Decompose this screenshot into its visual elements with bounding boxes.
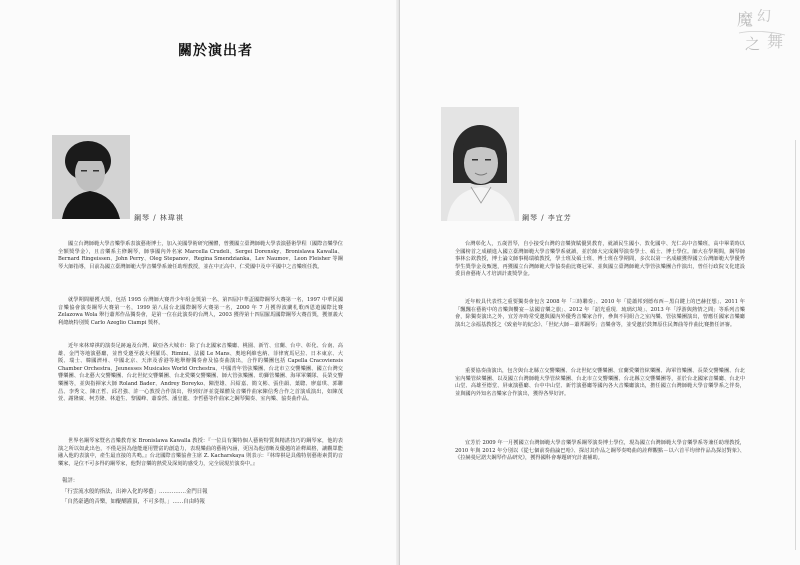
logo-char-3: 之 (745, 35, 761, 53)
program-logo (735, 5, 795, 57)
page-edge (791, 140, 796, 550)
portrait-image (441, 107, 519, 221)
bio-paragraph-2: 就學期間屢獲大獎，包括 1995 台灣師大賽青少年組金獎第一名、第四屆中華盃國際鋼琴大賽第一名，1997 中華民國音樂協會演奏鋼琴大賽第一名，1999 第八屆台北國際鋼琴大賽第一名，2000 年 7 月獲得波蘭札歌西恩遊國際比賽 Zelazowa Wola 舉行蕭邦作品獨奏會，是第一位在此演奏的台灣人，2003 獲得第十四屆羅馬國際鋼琴大賽首獎，獲頒義大利總統特別獎 Carlo Azeglio Ciampi 獎杯。 (58, 297, 343, 326)
review-quote-1: 「行雲流水般的指法，出神入化的琴藝」……………金門日報 (62, 489, 208, 495)
right-page (400, 0, 800, 565)
page-title: 關於演出者 (178, 43, 253, 59)
logo-calligraphy-icon (735, 5, 795, 57)
bio-paragraph-4: 世界名鋼琴家暨名音樂教育家 Bronislawa Kawalla 教授：『一位具有獨特個人藝術特質與精湛技巧的鋼琴家，他的表演之所以如此出色，不僅是因為他能運用豐富的創造力，表現樂曲的藝術內涵，更因為他清晰及優越的詮釋風格，讓觀眾能融入他的表演中，產生最直接的共鳴。』台北國際音樂協會主席 Z. Kacharskaya 則表示：『林瑋祺是具備特別藝術素質的音樂家，是位不可多得的鋼琴家，他對音樂的熱愛及深刻的感受力，完全展現於演奏中。』 (58, 438, 343, 467)
review-quote-2: 「自然豪邁的音樂，如醍醐灌頂，不可多得。」……自由時報 (62, 499, 205, 505)
performer-photo-lee (441, 107, 519, 221)
logo-char-2: 幻 (757, 9, 771, 25)
logo-char-4: 舞 (767, 32, 784, 51)
bio-paragraph-4: 宜芳於 2009 年一月獲國立台灣師範大學音樂學系鋼琴演奏博士學位，現為國立台灣師範大學音樂學系等兼任助理教授，2010 年與 2012 年分別以《從七個前奏曲論巴哈》、探討其作品之鋼琴奏鳴曲的詮釋觀點－以六首平均律作品為探討對象》、《拉赫曼尼諾夫鋼琴作品研究》，獲得國科會專題研究計畫補助。 (455, 440, 745, 462)
bio-paragraph-1: 台灣彰化人，五歲習琴，自小接受台灣的音樂資賦優異教育，就讀民生國小、敦化國中、光仁高中音樂班，高中畢業時以全國榜首之成績進入國立臺灣師範大學音樂學系就讀，並於師大完成鋼琴演奏學士、碩士、博士學位。師大在學期間，鋼琴師事林公欽教授，博士論文師事楊瑞敏教授，學士班及碩士班、博士班在學期間，多次以第一名成績獲得國立台灣師範大學優秀學生獎學金及甄選，再獲國立台灣師範大學協奏曲比賽冠軍、並與國立臺灣師範大學管弦樂團合作演出，曾任行政院文化建設委員會藝術人才培訓計畫獎學金。 (455, 241, 745, 278)
bio-paragraph-2: 近年較具代表性之重要獨奏會包含 2008 年「三時聯奏」、2010 年「從蕭邦到德布西－黑白鍵上的巴赫狂想」、2011 年「飄飄在藝術中的音樂與饗宴－法國音樂之旅」、2012 年「韶光重現．琉璃幻境」、2013 年「浮游與熱情之間」等系列音樂會，除獨奏演出之外，宜芳亦時常受邀與國內外優秀音樂家合作，參與不同組合之室內樂、管弦樂團演出，曾應任國家音樂廳演出之余福基教授之《致童年的紀念》、「世紀大師－蕭邦鋼琴」音樂會等，並受邀於鼓舞原住民舞曲等作曲比賽擔任評審。 (455, 299, 745, 328)
bio-paragraph-3: 重要協奏曲演出，包含與台北縣立交響樂團、台北世紀交響樂團、宜蘭愛樂管絃樂團、海軍管樂團、長榮交響樂團、台北室內樂管絃樂團、以及國立台灣師範大學管絃樂團、台北市立交響樂團、台北縣立交響樂團等，並於台北國家音樂廳、台北中山堂、高雄至德堂、屏東演藝廳、台中中山堂、新竹演藝廳等國內各大音樂廳演出，擔任國立台灣師範大學音樂學系之伴奏，並與國內外知名音樂家合作演出，獲得各界好評。 (455, 368, 745, 397)
portrait-image (52, 135, 130, 219)
bio-paragraph-1: 國立台灣師範大學音樂學系表演藝術博士，加入美國學術研究團體，曾獲國立臺灣師範大學表演藝術學程（國際音樂學位全額獎學金），且音樂系主修鋼琴，師事國內外名家 Marcella Crudeli、Sergei Dorensky、Bronislawa Kawalla、Bernard Ringeissen、John Perry、Oleg Stepanov、Regina Smendzianka、Lev Naumov、Leon Fleisher 等鋼琴大師指導，目前為國立臺灣師範大學音樂學系兼任助理教授，並在中正高中、仁愛國中及中平國中之音樂班任教。 (58, 241, 343, 270)
performer-photo-lin (52, 135, 130, 219)
performer-caption-lin: 鋼琴 / 林瑋祺 (134, 214, 184, 222)
review-label: 報評： (62, 478, 79, 484)
bio-paragraph-3: 近年來林瑋祺的演奏足跡遍及台灣、歐亞各大城市：除了台北國家音樂廳、桃園、新竹、宜蘭、台中、彰化、台南、高雄、金門等地演藝廳，並曾受邀至義大利羅馬、Rimini、法國 Le Mans、奧地利維也納、菲律賓馬尼拉、日本東京、大阪、瑞士、韓國濟州、中國北京、天津及香港等地舉辦獨奏會及協奏曲演出，合作的樂團包括 Capella Cracoviensis Chamber Orchestra、Jeunesses Musicales World Orchestra、中國青年管弦樂團、台北市立交響樂團、國立台灣交響樂團、台北藝大交響樂團、台北世紀交響樂團、台北愛樂交響樂團、師大管弦樂團、幼獅管樂團、海軍軍樂隊、長榮交響樂團等，並與指揮家大師 Roland Bader、Andrey Boreyko、陳澄雄、呂紹嘉、簡文彬、張佳韻、葉聰、廖嘉琪、郭聯昌、李秀文、陳正哲、邱君強、許一心教授合作演出，得到好評並從媒體及音樂作曲家陳信秀合作之首演成演出，如陳茂萱、謝隆廣、柯芳隆、林道生、黎國峰、蕭泰然、潘皇龍、李哲藝等作曲家之鋼琴獨奏、室內樂、協奏曲作品。 (58, 343, 343, 403)
logo-char-1: 魔 (737, 10, 754, 29)
performer-caption-lee: 鋼琴 / 李宜芳 (522, 214, 572, 222)
